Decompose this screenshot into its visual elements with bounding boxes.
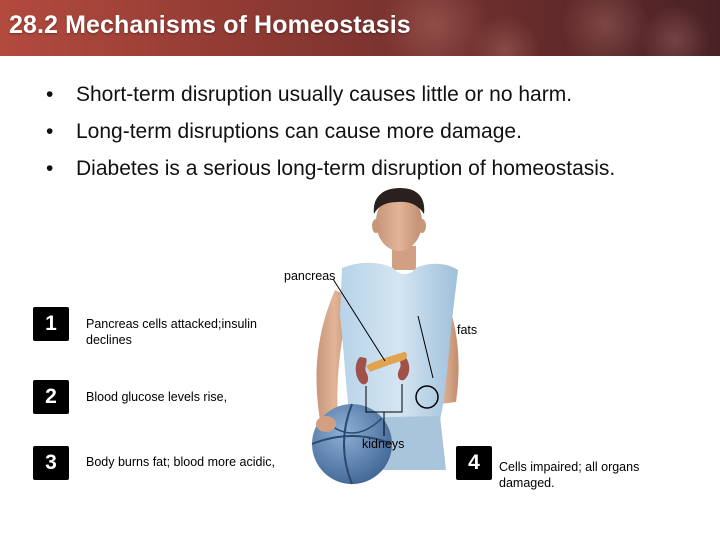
step-2-text: Blood glucose levels rise, (86, 390, 228, 404)
kidneys-label: kidneys (362, 437, 405, 451)
step-4-text: Cells impaired; all organs damaged. (499, 460, 640, 490)
bullet-item: • Long-term disruptions can cause more damage. (46, 117, 615, 154)
step-3-text: Body burns fat; blood more acidic, (86, 455, 275, 469)
bullet-item: • Short-term disruption usually causes little or no harm. (46, 80, 615, 117)
tank-top (340, 263, 458, 420)
fats-label: fats (457, 323, 478, 337)
slide-title: 28.2 Mechanisms of Homeostasis (9, 11, 411, 39)
bullet-item: • Diabetes is a serious long-term disruption of homeostasis. (46, 154, 615, 191)
step-1-text: Pancreas cells attacked;insulin declines (86, 317, 257, 347)
step-2-badge: 2 (33, 380, 69, 414)
step-3-badge: 3 (33, 446, 69, 480)
step-4-badge: 4 (456, 446, 492, 480)
pancreas-label: pancreas (284, 269, 336, 283)
step-1-badge: 1 (33, 307, 69, 341)
